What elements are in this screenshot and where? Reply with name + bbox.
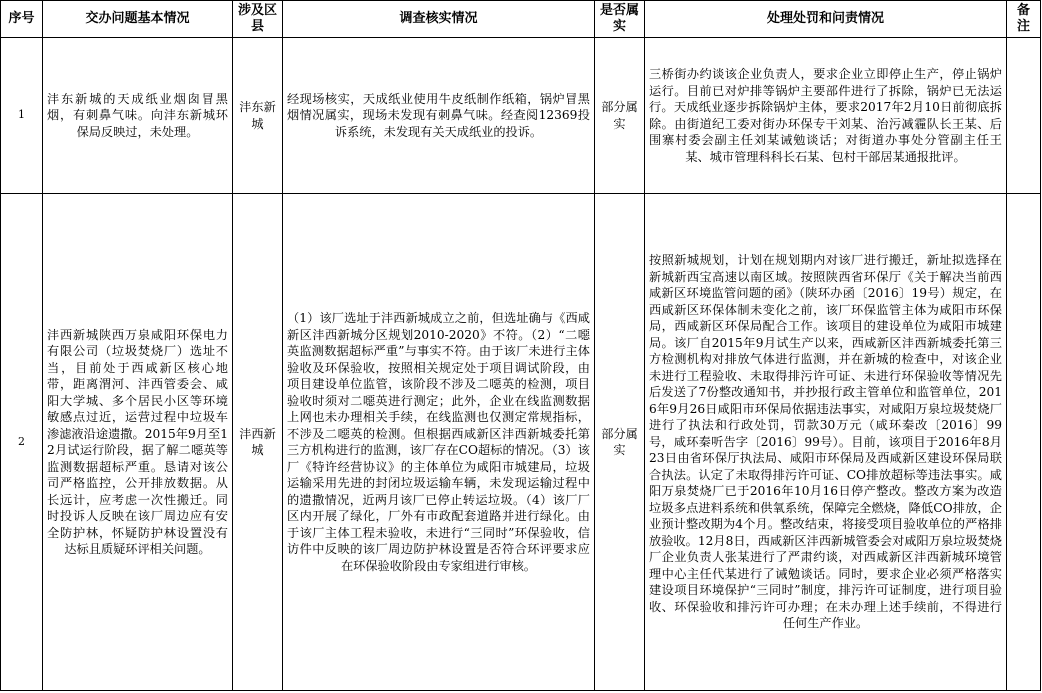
handling-cell: 按照新城规划，计划在规划期内对该厂进行搬迁，新址拟选择在新城新西宝高速以南区域。按照陕西省环保厅《关于解决当前西咸新区环境监管问题的函》（陕环办函〔2016〕19号）规定，在西咸新区环保体制未变化之前，该厂环保监管主体为咸阳市环保局，西咸新区环保局配合工作。该项目的建设单位为咸阳市城建局。该厂自2015年9月试生产以来，西咸新区沣西新城委托第三方检测机构对排放气体进行监测，并在新城的检查中，对该企业未进行工程验收、未取得排污许可证、未进行环保验收等情况先后发送了7份整改通知书，并抄报行政主管单位和监管单位，2016年9月26日咸阳市环保局依据违法事实，对咸阳万泉垃圾焚烧厂进行了执法和行政处罚，罚款30万元（咸环秦改〔2016〕99号，咸环秦听告字〔2016〕99号）。目前，该项目于2016年8月23日由省环保厅执法局、咸阳市环保局及西咸新区建设环保局联合执法。认定了未取得排污许可证、CO排放超标等违法事实。咸阳万泉焚烧厂已于2016年10月16日停产整改。整改方案为改造垃圾多点进料系统和供氧系统，保障完全燃烧，降低CO排放，企业预计整改期为4个月。整改结束，将接受项目验收单位的严格排放验收。12月8日，西咸新区沣西新城管委会对咸阳万泉垃圾焚烧厂企业负责人张某进行了严肃约谈，对西咸新区沣西新城环境管理中心主任代某进行了诫勉谈话。同时，要求企业必须严格落实建设项目环境保护“三同时”制度，排污许可证制度，进行项目验收、环保验收和排污许可办理；在未办理上述手续前，不得进行任何生产作业。 [645, 194, 1007, 691]
header-handling: 处理处罚和问责情况 [645, 1, 1007, 38]
verified-cell: 部分属实 [595, 194, 645, 691]
header-investigation: 调查核实情况 [283, 1, 595, 38]
header-verified: 是否属实 [595, 1, 645, 38]
issue-cell: 沣东新城的天成纸业烟囱冒黑烟，有刺鼻气味。向沣东新城环保局反映过，未处理。 [43, 38, 233, 194]
handling-cell: 三桥街办约谈该企业负责人，要求企业立即停止生产，停止锅炉运行。目前已对炉排等锅炉主要部件进行了拆除，锅炉已无法运行。天成纸业逐步拆除锅炉主体，要求2017年2月10日前彻底拆除。由街道纪工委对街办环保专干刘某、治污减霾队长王某、后围寨村委会副主任刘某诫勉谈话；对街道办事处分管副主任王某、城市管理科科长石某、包村干部居某通报批评。 [645, 38, 1007, 194]
remarks-cell [1007, 194, 1041, 691]
investigation-cell: （1）该厂选址于沣西新城成立之前，但选址确与《西咸新区沣西新城分区规划2010-2020》不符。（2）“二噁英监测数据超标严重”与事实不符。由于该厂未进行主体验收及环保验收，按照相关规定处于项目调试阶段，由项目建设单位监管，该阶段不涉及二噁英的检测，项目验收时须对二噁英进行测定；此外，企业在线监测数据上网也未办理相关手续，在线监测也仅测定常规指标，不涉及二噁英的检测。但根据西咸新区沣西新城委托第三方机构进行的监测，该厂存在CO超标的情况。（3）该厂《特许经营协议》的主体单位为咸阳市城建局，垃圾运输采用先进的封闭垃圾运输车辆，未发现运输过程中的遗撒情况，近两月该厂已停止转运垃圾。（4）该厂厂区内开展了绿化，厂外有市政配套道路并进行绿化。由于该厂主体工程未验收，未进行“三同时”环保验收，信访件中反映的该厂周边防护林设置是否符合环评要求应在环保验收阶段由专家组进行审核。 [283, 194, 595, 691]
district-cell: 沣东新城 [233, 38, 283, 194]
remarks-cell [1007, 38, 1041, 194]
investigation-cell: 经现场核实，天成纸业使用牛皮纸制作纸箱，锅炉冒黑烟情况属实，现场未发现有刺鼻气味。经查阅12369投诉系统，未发现有关天成纸业的投诉。 [283, 38, 595, 194]
row-number: 1 [1, 38, 43, 194]
row-number: 2 [1, 194, 43, 691]
header-issue: 交办问题基本情况 [43, 1, 233, 38]
table-row [1, 38, 1041, 194]
header-no: 序号 [1, 1, 43, 38]
district-cell: 沣西新城 [233, 194, 283, 691]
verified-cell: 部分属实 [595, 38, 645, 194]
header-remarks: 备注 [1007, 1, 1041, 38]
table-header-row [1, 1, 1041, 38]
issue-cell: 沣西新城陕西万泉咸阳环保电力有限公司（垃圾焚烧厂）选址不当，目前处于西咸新区核心地带，距离渭河、沣西管委会、咸阳大学城、多个居民小区等环境敏感点过近，运营过程中垃圾车渗滤液沿途遗撒。2015年9月至12月试运行阶段，据了解二噁英等监测数据超标严重。恳请对该公司严格监控，公开排放数据。从长远计，应考虑一次性搬迁。同时投诉人反映在该厂周边应有安全防护林，怀疑防护林设置没有达标且质疑环评相关问题。 [43, 194, 233, 691]
header-district: 涉及区县 [233, 1, 283, 38]
table-row [1, 194, 1041, 691]
